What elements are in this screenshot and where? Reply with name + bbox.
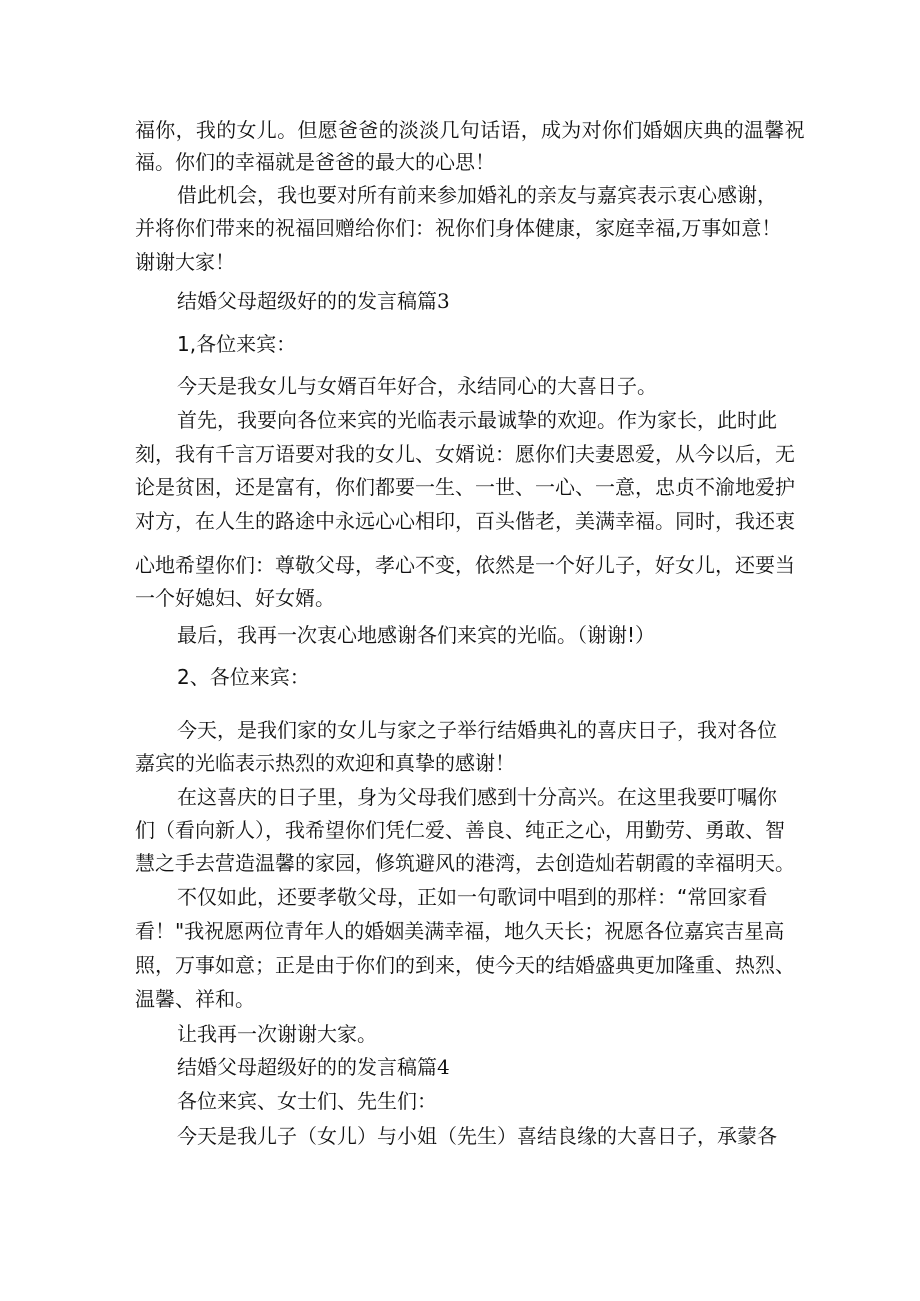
- salutation-line: 各位来宾、女士们、先生们：: [177, 1089, 437, 1113]
- paragraph-line: 最后，我再一次衷心地感谢各们来宾的光临。（谢谢!）: [177, 623, 656, 647]
- paragraph-line: 福你，我的女儿。但愿爸爸的淡淡几句话语，成为对你们婚姻庆典的温馨祝: [135, 118, 805, 142]
- paragraph-line: 首先，我要向各位来宾的光临表示最诚挚的欢迎。作为家长，此时此: [177, 408, 777, 432]
- section-heading-4: 结婚父母超级好的的发言稿篇4: [177, 1055, 450, 1079]
- paragraph-line: 心地希望你们：尊敬父母，孝心不变，依然是一个好儿子，好女儿，还要当: [135, 553, 795, 577]
- paragraph-line: 嘉宾的光临表示热烈的欢迎和真挚的感谢！: [135, 751, 515, 775]
- salutation-line: 2、各位来宾：: [177, 665, 310, 689]
- section-heading-3: 结婚父母超级好的的发言稿篇3: [177, 289, 450, 313]
- paragraph-line: 温馨、祥和。: [135, 987, 255, 1011]
- paragraph-line: 并将你们带来的祝福回赠给你们：祝你们身体健康，家庭幸福,万事如意！: [135, 216, 782, 240]
- paragraph-line: 论是贫困，还是富有，你们都要一生、一世、一心、一意，忠贞不渝地爱护: [135, 475, 795, 499]
- paragraph-line: 一个好媳妇、好女婿。: [135, 586, 335, 610]
- paragraph-line: 对方，在人生的路途中永远心心相印，百头偕老，美满幸福。同时，我还衷: [135, 509, 795, 533]
- paragraph-line: 今天，是我们家的女儿与家之子举行结婚典礼的喜庆日子，我对各位: [177, 718, 777, 742]
- paragraph-line: 谢谢大家！: [135, 250, 235, 274]
- paragraph-line: 福。你们的幸福就是爸爸的最大的心思！: [135, 150, 495, 174]
- salutation-line: 1,各位来宾：: [177, 332, 297, 356]
- paragraph-line: 在这喜庆的日子里，身为父母我们感到十分高兴。在这里我要叮嘱你: [177, 785, 777, 809]
- paragraph-line: 看！"我祝愿两位青年人的婚姻美满幸福，地久天长；祝愿各位嘉宾吉星高: [135, 919, 785, 943]
- paragraph-line: 们（看向新人），我希望你们凭仁爱、善良、纯正之心，用勤劳、勇敢、智: [135, 818, 785, 842]
- paragraph-line: 照，万事如意；正是由于你们的到来，使今天的结婚盛典更加隆重、热烈、: [135, 953, 795, 977]
- paragraph-line: 慧之手去营造温馨的家园，修筑避风的港湾，去创造灿若朝霞的幸福明天。: [135, 851, 795, 875]
- paragraph-line: 不仅如此，还要孝敬父母，正如一句歌词中唱到的那样：“常回家看: [177, 885, 768, 909]
- paragraph-line: 今天是我女儿与女婿百年好合，永结同心的大喜日子。: [177, 374, 657, 398]
- paragraph-line: 让我再一次谢谢大家。: [177, 1022, 377, 1046]
- paragraph-line: 借此机会，我也要对所有前来参加婚礼的亲友与嘉宾表示衷心感谢，: [177, 183, 777, 207]
- paragraph-line: 今天是我儿子（女儿）与小姐（先生）喜结良缘的大喜日子，承蒙各: [177, 1124, 777, 1148]
- paragraph-line: 刻，我有千言万语要对我的女儿、女婿说：愿你们夫妻恩爱，从今以后，无: [135, 442, 795, 466]
